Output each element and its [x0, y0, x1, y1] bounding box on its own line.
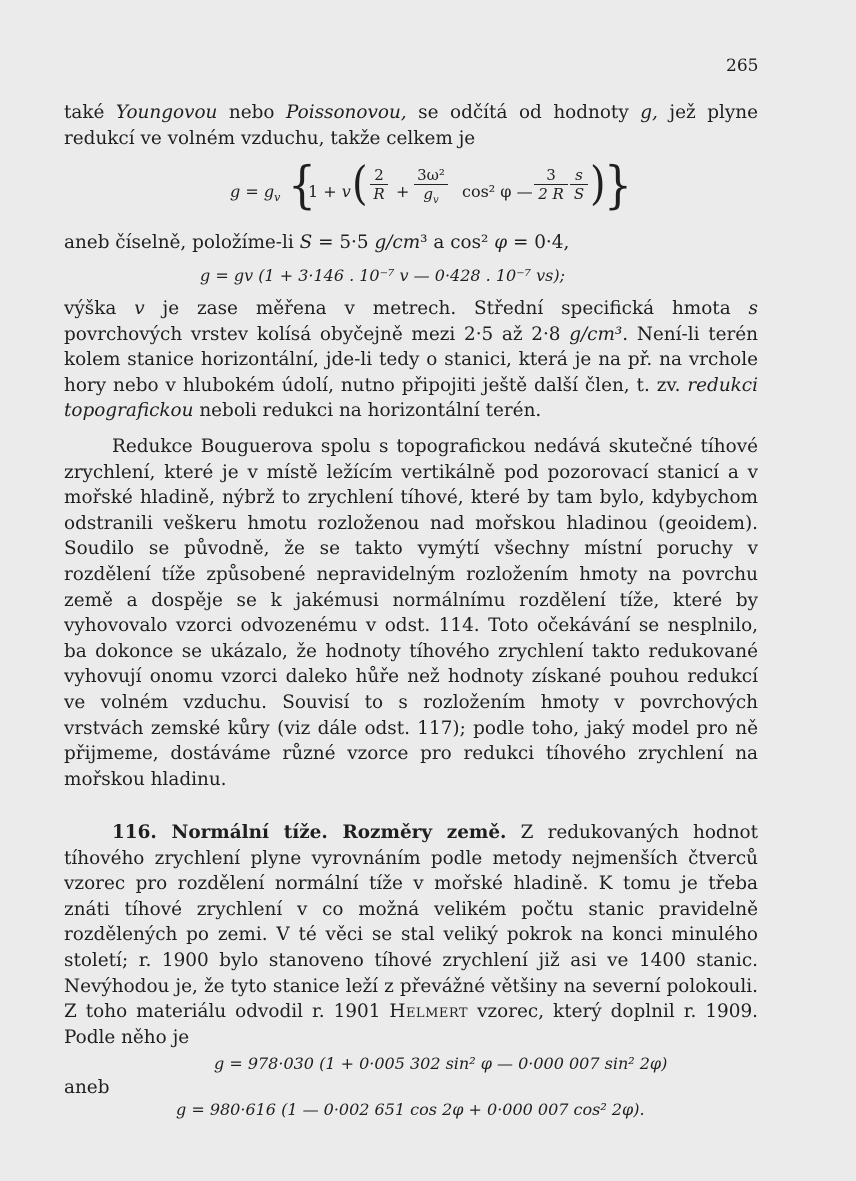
paragraph-4: Redukce Bouguerova spolu s topografickou nedává skutečné tíhové zrychlení, které je v místě ležícím vertikálně pod pozorovací stanicí a v mořské hladině, nýbrž to zrychlení tíhové, které by tam bylo, kdybychom odstranili veškeru hmotu rozloženou nad mořskou hladinou (geoidem). Soudilo se původně, že se takto vymýtí všechny místní poruchy v rozdělení tíže způsobené nepravidelným rozložením hmoty na povrchu země a dospěje se k jakémusi normálnímu rozdělení tíže, které by vyhovovalo vzorci odvozenému v odst. 114. Toto očekávání se nesplnilo, ba dokonce se ukázalo, že hodnoty tíhového zrychlení takto redukované vyhovují onomu vzorci daleko hůře než hodnoty získané pouhou redukcí ve volném vzduchu. Souvisí to s rozložením hmoty v povrchových vrstvách zemské kůry (viz dále odst. 117); podle toho, jaký model pro ně přijmeme, dostáváme různé vzorce pro redukci tíhového zrychlení na mořskou hladinu.: [64, 436, 758, 790]
equation-2: g = gv (1 + 3·146 . 10⁻⁷ v — 0·428 . 10⁻⁷ vs);: [200, 266, 566, 285]
paragraph-1: také Youngovou nebo Poissonovou, se odčítá od hodnoty g, jež plyne redukcí ve volném vzduchu, takže celkem je: [64, 102, 758, 149]
paragraph-2: aneb číselně, položíme-li S = 5·5 g/cm³ a cos² φ = 0·4,: [64, 232, 570, 253]
paragraph-3: výška v je zase měřena v metrech. Střední specifická hmota s povrchových vrstev kolísá obyčejně mezi 2·5 až 2·8 g/cm³. Není-li terén kolem stanice horizontální, jde-li tedy o stanici, která je na př. na vrchole hory nebo v hlubokém údolí, nutno připojiti ještě další člen, t. zv. redukci topografickou neboli redukci na horizontální terén.: [64, 298, 758, 422]
equation-1: $g = g_v$ { 1 + v ( $\frac{2}{R}$ + $\frac{\text{3ω²}}{g_v}$ cos² φ — $\frac{3}{2 R}$ $\frac{s}{S}$ ) }: [230, 156, 632, 215]
equation-3: g = 978·030 (1 + 0·005 302 sin² φ — 0·000 007 sin² 2φ): [214, 1054, 668, 1073]
equation-4: g = 980·616 (1 — 0·002 651 cos 2φ + 0·000 007 cos² 2φ).: [176, 1100, 645, 1119]
paragraph-5: 116. Normální tíže. Rozměry země. Z redukovaných hodnot tíhového zrychlení plyne vyrovnáním podle metody nejmenších čtverců vzorec pro rozdělení normální tíže v mořské hladině. K tomu je třeba znáti tíhové zrychlení v co možná velikém počtu stanic pravidelně rozdělených po zemi. V té věci se stal veliký pokrok na konci minulého století; r. 1900 bylo stanoveno tíhové zrychlení již asi ve 1400 stanic. Nevýhodou je, že tyto stanice leží z převážné většiny na severní polokouli. Z toho materiálu odvodil r. 1901 Helmert vzorec, který doplnil r. 1909. Podle něho je: [64, 822, 758, 1048]
page-number: 265: [726, 56, 759, 76]
aneb-text: aneb: [64, 1077, 110, 1098]
section-heading: 116. Normální tíže. Rozměry země.: [112, 822, 507, 843]
